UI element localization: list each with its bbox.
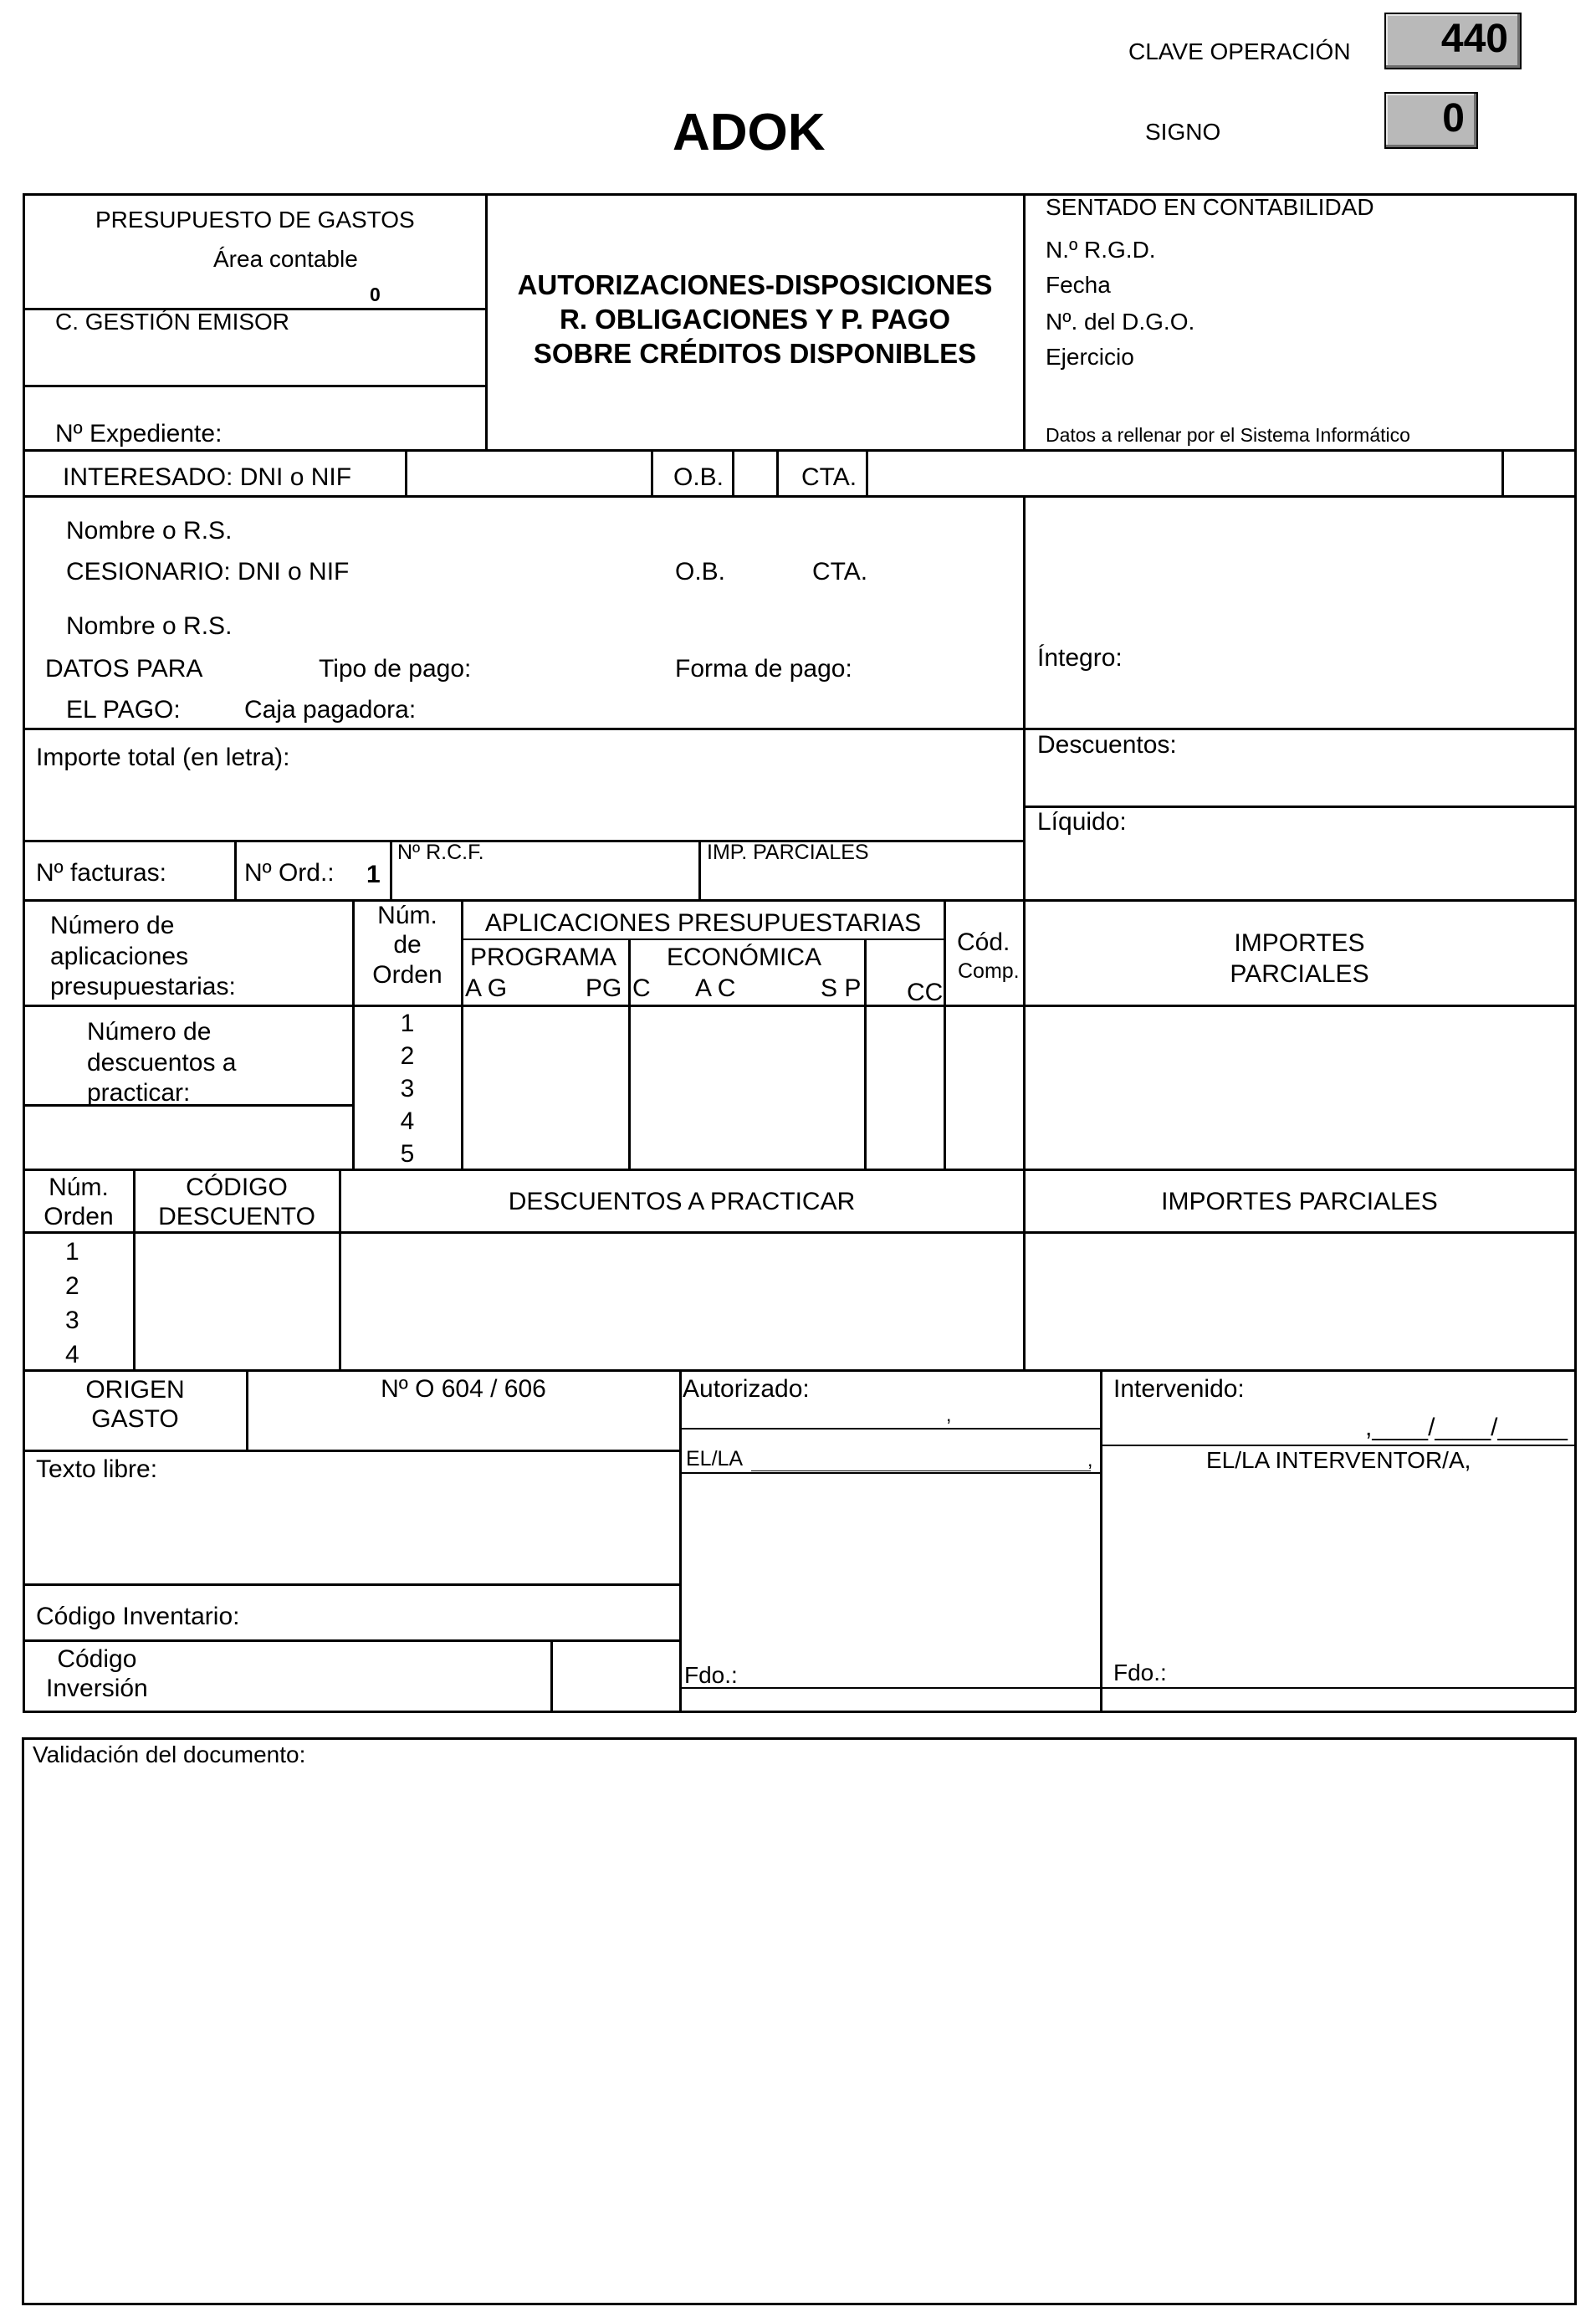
desc-num-orden-label: Núm. Orden xyxy=(43,1174,114,1231)
divider xyxy=(1100,1369,1102,1712)
el-pago-label: EL PAGO: xyxy=(66,696,181,724)
cesionario-dni-label: CESIONARIO: DNI o NIF xyxy=(66,558,350,586)
nombre-rs-1-label: Nombre o R.S. xyxy=(66,517,233,545)
area-contable-label: Área contable xyxy=(213,246,358,272)
form-right-border xyxy=(1574,193,1577,1712)
origen-gasto-label: ORIGEN GASTO xyxy=(85,1376,185,1434)
row-number: 3 xyxy=(65,1307,79,1334)
caja-pagadora-label: Caja pagadora: xyxy=(244,696,417,724)
num-descuentos-label: Número de descuentos a practicar: xyxy=(87,1018,237,1107)
form-left-border xyxy=(23,193,25,1712)
row-number: 4 xyxy=(65,1341,79,1368)
intervenido-date-line: ,____/____/_____ xyxy=(1365,1414,1568,1441)
divider xyxy=(23,1169,1576,1171)
divider xyxy=(866,449,868,497)
cesionario-cta-label: CTA. xyxy=(812,558,868,586)
divider xyxy=(23,495,1576,498)
codigo-inventario-label: Código Inventario: xyxy=(36,1603,240,1630)
signo-label: SIGNO xyxy=(1145,119,1221,145)
form-title-line-2: R. OBLIGACIONES Y P. PAGO xyxy=(560,304,950,335)
sentado-label: SENTADO EN CONTABILIDAD xyxy=(1046,194,1374,220)
no-604-label: Nº O 604 / 606 xyxy=(381,1375,546,1403)
row-number: 1 xyxy=(65,1238,79,1266)
row-number: 1 xyxy=(400,1010,415,1037)
divider xyxy=(1501,449,1504,497)
nombre-rs-2-label: Nombre o R.S. xyxy=(66,612,233,640)
economica-label: ECONÓMICA xyxy=(667,944,822,971)
signo-value: 0 xyxy=(1442,96,1465,141)
validation-box xyxy=(22,1737,1577,2305)
programa-label: PROGRAMA xyxy=(470,944,617,971)
divider xyxy=(679,1428,1102,1430)
liquido-label: Líquido: xyxy=(1037,808,1127,836)
row-number: 2 xyxy=(400,1042,415,1070)
texto-libre-label: Texto libre: xyxy=(36,1455,158,1483)
intervenido-label: Intervenido: xyxy=(1113,1375,1245,1403)
divider xyxy=(776,449,779,497)
importe-total-label: Importe total (en letra): xyxy=(36,744,290,771)
divider xyxy=(698,840,701,901)
row-number: 3 xyxy=(400,1075,415,1102)
ac-label: A C xyxy=(695,974,736,1002)
ord-value: 1 xyxy=(366,861,381,888)
c-label: C xyxy=(632,974,651,1002)
imp-parciales-label: IMP. PARCIALES xyxy=(707,841,869,864)
divider xyxy=(23,1450,681,1452)
datos-para-label: DATOS PARA xyxy=(45,655,203,683)
divider xyxy=(628,939,631,1170)
integro-label: Íntegro: xyxy=(1037,644,1123,672)
area-contable-value: 0 xyxy=(370,284,381,305)
divider xyxy=(405,449,407,497)
divider xyxy=(1100,1445,1576,1446)
ejercicio-label: Ejercicio xyxy=(1046,344,1134,370)
autorizado-label: Autorizado: xyxy=(683,1375,810,1403)
divider xyxy=(23,385,487,387)
ord-label: Nº Ord.: xyxy=(244,859,335,887)
divider xyxy=(23,1369,1576,1372)
el-la-label: EL/LA xyxy=(686,1447,744,1470)
num-orden-label: Núm. de Orden xyxy=(372,902,442,989)
fdo-autorizado-label: Fdo.: xyxy=(684,1662,738,1688)
divider xyxy=(234,840,237,901)
divider xyxy=(679,1369,682,1712)
row-number: 2 xyxy=(65,1272,79,1300)
form-title-line-1: AUTORIZACIONES-DISPOSICIONES xyxy=(517,269,993,300)
datos-sistema-note: Datos a rellenar por el Sistema Informático xyxy=(1046,424,1410,446)
document-title: ADOK xyxy=(673,104,826,161)
fdo-interventor-label: Fdo.: xyxy=(1113,1660,1167,1685)
forma-pago-label: Forma de pago: xyxy=(675,655,852,683)
sp-label: S P xyxy=(821,974,862,1002)
form-title-line-3: SOBRE CRÉDITOS DISPONIBLES xyxy=(533,338,977,369)
codigo-inversion-label: Código Inversión xyxy=(46,1645,148,1703)
ag-label: A G xyxy=(465,974,508,1002)
divider xyxy=(23,840,1025,842)
divider xyxy=(390,840,392,901)
rcf-label: Nº R.C.F. xyxy=(397,841,484,864)
clave-operacion-label: CLAVE OPERACIÓN xyxy=(1128,38,1351,64)
divider xyxy=(23,728,1576,730)
codigo-descuento-label: CÓDIGO DESCUENTO xyxy=(158,1174,315,1231)
clave-operacion-box xyxy=(1384,13,1522,69)
divider xyxy=(651,449,653,497)
divider xyxy=(1023,193,1026,451)
presupuesto-label: PRESUPUESTO DE GASTOS xyxy=(95,207,415,233)
descuentos-practicar-header: DESCUENTOS A PRACTICAR xyxy=(508,1188,856,1215)
tipo-pago-label: Tipo de pago: xyxy=(319,655,472,683)
expediente-label: Nº Expediente: xyxy=(55,420,223,448)
divider xyxy=(732,449,734,497)
divider xyxy=(23,1583,681,1586)
rgd-label: N.º R.G.D. xyxy=(1046,237,1156,263)
cod-label: Cód. xyxy=(957,928,1010,956)
cc-label: CC xyxy=(907,979,944,1006)
interventor-label: EL/LA INTERVENTOR/A, xyxy=(1206,1447,1471,1473)
interesado-dni-label: INTERESADO: DNI o NIF xyxy=(63,463,352,491)
facturas-label: Nº facturas: xyxy=(36,859,167,887)
clave-operacion-value: 440 xyxy=(1440,17,1508,61)
dgo-label: Nº. del D.G.O. xyxy=(1046,309,1195,335)
divider xyxy=(461,939,945,940)
el-la-line xyxy=(751,1470,1091,1471)
divider xyxy=(23,899,1576,902)
pg-label: PG xyxy=(586,974,622,1002)
gestion-emisor-label: C. GESTIÓN EMISOR xyxy=(55,309,290,335)
interesado-ob-label: O.B. xyxy=(673,463,724,491)
divider xyxy=(550,1639,553,1712)
row-number: 5 xyxy=(400,1140,415,1168)
cesionario-ob-label: O.B. xyxy=(675,558,726,586)
divider xyxy=(679,1687,1576,1689)
divider xyxy=(679,1472,1102,1474)
aplicaciones-title: APLICACIONES PRESUPUESTARIAS xyxy=(484,909,922,937)
row-number: 4 xyxy=(400,1107,415,1135)
descuentos-label: Descuentos: xyxy=(1037,731,1177,759)
autorizado-comma: , xyxy=(946,1404,952,1425)
importes-parciales-header: IMPORTES PARCIALES xyxy=(1230,929,1369,988)
divider xyxy=(23,449,1576,452)
interesado-cta-label: CTA. xyxy=(801,463,857,491)
comp-label: Comp. xyxy=(958,959,1020,983)
divider xyxy=(864,939,867,1170)
form-bottom-border xyxy=(23,1711,1576,1713)
divider xyxy=(23,1639,681,1642)
desc-importes-parciales-header: IMPORTES PARCIALES xyxy=(1161,1188,1438,1215)
fecha-label: Fecha xyxy=(1046,272,1111,298)
num-aplicaciones-label: Número de aplicaciones presupuestarias: xyxy=(50,912,236,1001)
signo-box xyxy=(1384,92,1478,149)
el-la-comma: , xyxy=(1087,1449,1093,1470)
validacion-label: Validación del documento: xyxy=(33,1742,306,1767)
divider xyxy=(23,1005,1576,1007)
